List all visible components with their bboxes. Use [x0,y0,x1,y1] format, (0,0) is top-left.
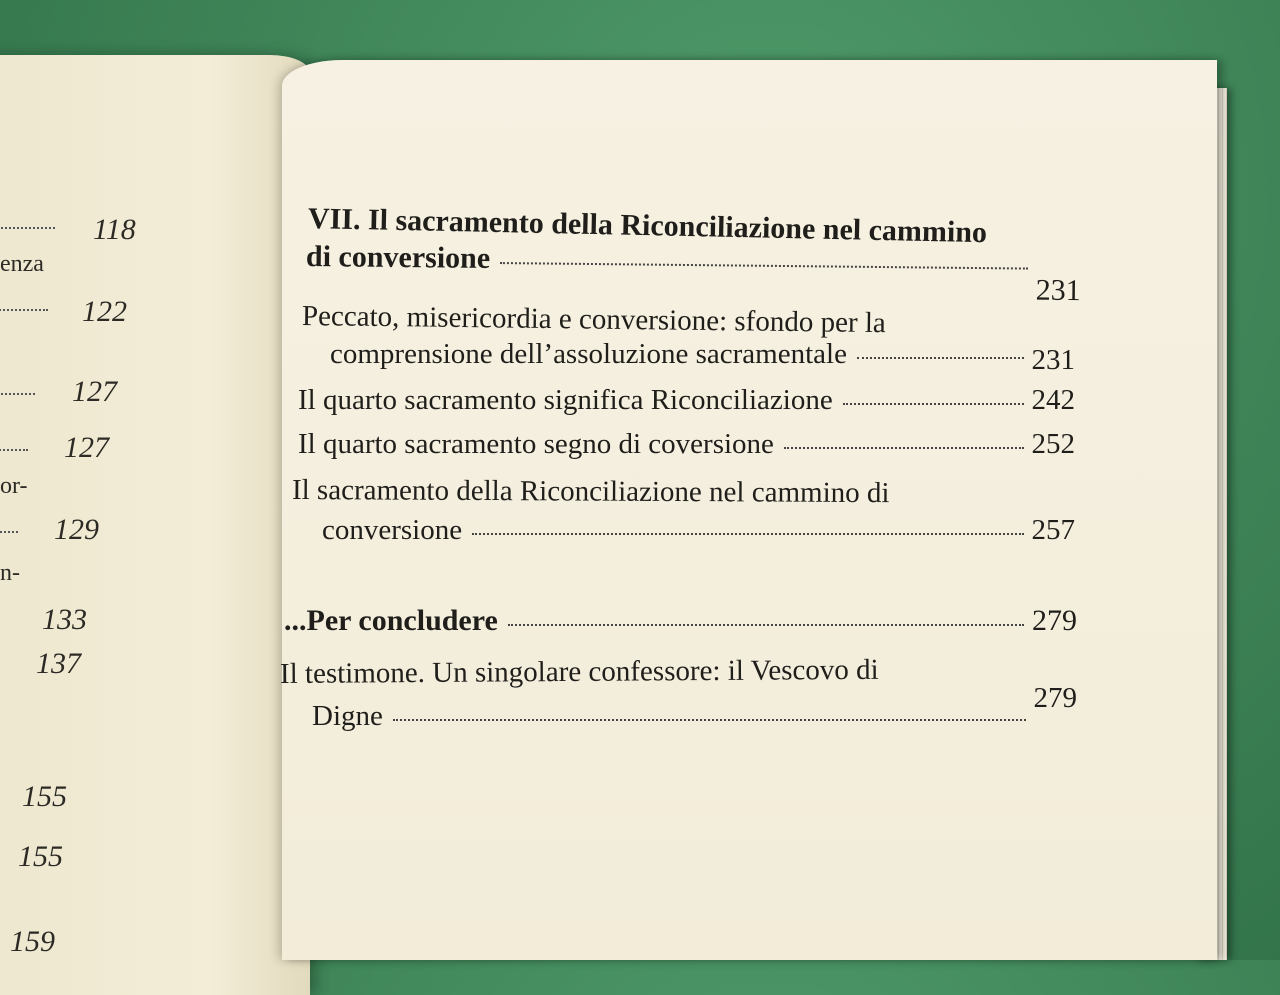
section-entry [298,384,1075,417]
page-number: 129 [54,513,99,546]
section-title: Il quarto sacramento segno di coversione [298,428,774,460]
page-number: 159 [10,925,55,958]
page-number: 257 [1031,514,1075,546]
page-number: 122 [82,295,127,328]
page-number: 279 [1032,604,1077,637]
dot-leader [0,449,28,451]
section-entry [322,514,1075,547]
page-number: 242 [1031,384,1075,416]
page-number: 252 [1031,428,1075,460]
section-title-continued: conversione [322,514,463,546]
section-title-continued: Digne [312,700,383,732]
dot-leader [0,531,18,533]
page-number: 127 [72,375,117,408]
conclusion-title: ...Per concludere [284,604,498,637]
page-number: 155 [18,840,63,873]
text-fragment: enza [0,251,44,277]
dot-leader [857,357,1024,359]
dot-leader [508,624,1024,626]
dot-leader [0,393,35,395]
section-title: Il testimone. Un singolare confessore: il Vescovo di [279,653,879,690]
dot-leader [393,719,1026,721]
section-title: Peccato, misericordia e conversione: sfondo per la [301,300,886,340]
text-fragment: n- [0,560,20,586]
text-fragment: or- [0,473,28,499]
section-title: Il sacramento della Riconciliazione nel cammino di [291,474,890,510]
dot-leader [500,262,1028,270]
left-page [0,55,310,995]
dot-leader [843,403,1024,405]
section-title: Il quarto sacramento significa Riconciliazione [298,384,833,416]
page-number: 231 [1035,273,1081,308]
dot-leader [0,227,55,229]
chapter-title-continued: di conversione [305,240,491,275]
page-number: 133 [42,603,87,636]
page-number: 127 [64,431,109,464]
section-entry [298,428,1075,461]
right-page [279,60,1217,960]
page-number: 118 [93,213,136,246]
page-number: 231 [1031,344,1075,376]
chapter-title: VII. Il sacramento della Riconciliazione nel cammino [307,202,988,250]
dot-leader [472,533,1023,535]
chapter-entry [305,240,1081,308]
dot-leader [784,447,1024,449]
dot-leader [0,309,48,311]
table-of-contents [279,60,1217,960]
page-number: 137 [36,647,81,680]
page-number: 279 [1033,682,1077,714]
section-title-continued: comprensione dell’assoluzione sacramentale [330,338,847,370]
conclusion-entry [284,604,1077,638]
section-entry [312,682,1077,733]
section-entry [330,338,1075,376]
page-number: 155 [22,780,67,813]
